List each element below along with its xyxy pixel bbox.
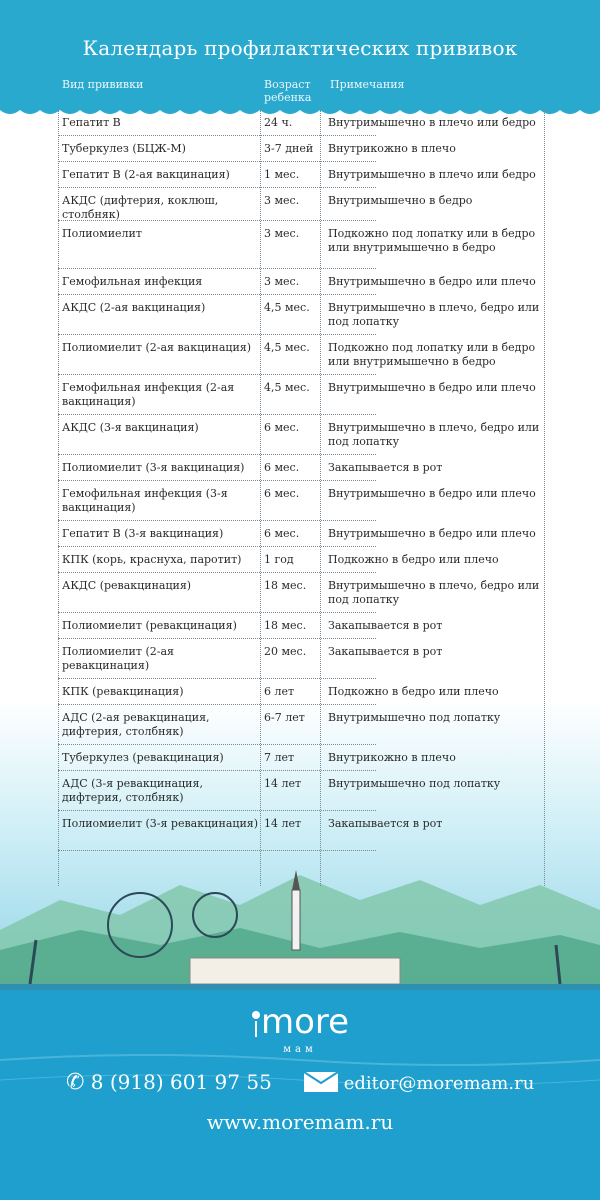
age-cell: 4,5 мес. — [264, 381, 310, 394]
age-cell: 6 мес. — [264, 487, 300, 500]
vaccine-cell: АКДС (2-ая вакцинация) — [62, 301, 206, 314]
column-header-age: Возраст ребенка — [264, 78, 312, 104]
vaccine-cell: КПК (ревакцинация) — [62, 685, 184, 698]
note-cell: Закапывается в рот — [328, 817, 443, 830]
note-cell: Внутримышечно в плечо, бедро или под лопатку — [328, 421, 540, 448]
age-cell: 4,5 мес. — [264, 341, 310, 354]
age-cell: 6 лет — [264, 685, 295, 698]
phone-icon: ✆ — [66, 1070, 85, 1095]
note-cell: Внутримышечно в бедро или плечо — [328, 275, 536, 288]
vaccine-cell: Полиомиелит (2-ая вакцинация) — [62, 341, 252, 354]
table-border-right — [544, 110, 545, 886]
vaccine-cell: Гепатит В — [62, 116, 121, 129]
email-contact[interactable] — [304, 1072, 534, 1094]
column-header-notes: Примечания — [330, 78, 405, 91]
age-cell: 3 мес. — [264, 194, 300, 207]
table-row — [58, 295, 540, 335]
table-row — [58, 573, 540, 613]
vaccine-cell: Туберкулез (БЦЖ-М) — [62, 142, 186, 155]
logo-text: more — [260, 1002, 350, 1042]
table-row — [58, 162, 536, 188]
note-cell: Закапывается в рот — [328, 461, 443, 474]
vaccine-cell: Полиомиелит — [62, 227, 142, 240]
envelope-icon — [304, 1072, 338, 1092]
vaccine-cell: АКДС (дифтерия, коклюш, столбняк) — [62, 194, 219, 221]
age-cell: 1 мес. — [264, 168, 300, 181]
table-row — [58, 455, 443, 481]
note-cell: Подкожно в бедро или плечо — [328, 685, 499, 698]
note-cell: Подкожно под лопатку или в бедро или внутримышечно в бедро — [328, 227, 536, 254]
vaccine-cell: Гемофильная инфекция (2-ая вакцинация) — [62, 381, 235, 408]
vaccine-cell: АДС (3-я ревакцинация, дифтерия, столбняк) — [62, 777, 203, 804]
age-cell: 14 лет — [264, 777, 302, 790]
age-cell: 20 мес. — [264, 645, 307, 658]
table-row — [58, 613, 443, 639]
age-cell: 6 мес. — [264, 461, 300, 474]
table-row — [58, 481, 536, 521]
age-cell: 1 год — [264, 553, 294, 566]
age-cell: 18 мес. — [264, 619, 307, 632]
note-cell: Внутримышечно в плечо, бедро или под лопатку — [328, 579, 540, 606]
table-row — [58, 415, 540, 455]
table-divider-1 — [260, 110, 261, 886]
column-header-vaccine: Вид прививки — [62, 78, 144, 91]
vaccine-cell: АКДС (3-я вакцинация) — [62, 421, 199, 434]
logo — [0, 1002, 600, 1042]
vaccine-cell: Туберкулез (ревакцинация) — [62, 751, 224, 764]
note-cell: Внутримышечно под лопатку — [328, 711, 501, 724]
note-cell: Закапывается в рот — [328, 619, 443, 632]
phone-number: 8 (918) 601 97 55 — [90, 1070, 272, 1094]
age-cell: 24 ч. — [264, 116, 293, 129]
table-row — [58, 679, 499, 705]
note-cell: Внутрикожно в плечо — [328, 142, 456, 155]
note-cell: Внутримышечно в плечо или бедро — [328, 116, 536, 129]
vaccine-cell: Гепатит В (2-ая вакцинация) — [62, 168, 230, 181]
website-link[interactable]: www.moremam.ru — [206, 1110, 394, 1134]
header-banner — [0, 0, 600, 110]
age-cell: 3 мес. — [264, 227, 300, 240]
vaccine-cell: Полиомиелит (3-я вакцинация) — [62, 461, 245, 474]
age-cell: 3-7 дней — [264, 142, 314, 155]
table-row — [58, 269, 536, 295]
table-row — [58, 639, 443, 679]
table-border-left — [58, 110, 59, 886]
table-row — [58, 547, 499, 573]
table-row — [58, 221, 536, 269]
note-cell: Закапывается в рот — [328, 645, 443, 658]
table-divider-2 — [320, 110, 321, 886]
note-cell: Внутримышечно в бедро или плечо — [328, 381, 536, 394]
vaccine-cell: Гемофильная инфекция (3-я вакцинация) — [62, 487, 228, 514]
vaccine-cell: Полиомиелит (ревакцинация) — [62, 619, 237, 632]
age-cell: 6 мес. — [264, 527, 300, 540]
logo-person-icon — [251, 1011, 261, 1037]
email-address: editor@moremam.ru — [343, 1073, 535, 1094]
note-cell: Внутрикожно в плечо — [328, 751, 456, 764]
note-cell: Внутримышечно в бедро или плечо — [328, 487, 536, 500]
vaccine-cell: АДС (2-ая ревакцинация, дифтерия, столбняк) — [62, 711, 210, 738]
age-cell: 4,5 мес. — [264, 301, 310, 314]
table-row — [58, 745, 456, 771]
table-row — [58, 811, 443, 851]
vaccine-cell: Гепатит В (3-я вакцинация) — [62, 527, 224, 540]
age-cell: 14 лет — [264, 817, 302, 830]
table-row — [58, 335, 536, 375]
vaccine-cell: Полиомиелит (2-ая ревакцинация) — [62, 645, 174, 672]
age-cell: 6 мес. — [264, 421, 300, 434]
vaccine-cell: КПК (корь, краснуха, паротит) — [62, 553, 242, 566]
note-cell: Внутримышечно в плечо или бедро — [328, 168, 536, 181]
table-row — [58, 521, 536, 547]
logo-subtext: мам — [283, 1044, 317, 1055]
table-row — [58, 705, 501, 745]
table-row — [58, 771, 501, 811]
table-row — [58, 188, 473, 221]
page-title: Календарь профилактических прививок — [82, 36, 518, 60]
age-cell: 3 мес. — [264, 275, 300, 288]
vaccine-cell: АКДС (ревакцинация) — [62, 579, 192, 592]
table-row — [58, 110, 536, 136]
vaccination-table — [58, 110, 540, 851]
phone-contact[interactable] — [66, 1070, 272, 1095]
note-cell: Внутримышечно в бедро — [328, 194, 473, 207]
age-cell: 7 лет — [264, 751, 295, 764]
note-cell: Внутримышечно в бедро или плечо — [328, 527, 536, 540]
note-cell: Подкожно в бедро или плечо — [328, 553, 499, 566]
note-cell: Подкожно под лопатку или в бедро или внутримышечно в бедро — [328, 341, 536, 368]
vaccine-cell: Гемофильная инфекция — [62, 275, 203, 288]
table-row — [58, 375, 536, 415]
age-cell: 6-7 лет — [264, 711, 305, 724]
vaccine-cell: Полиомиелит (3-я ревакцинация) — [62, 817, 259, 830]
age-cell: 18 мес. — [264, 579, 307, 592]
table-row — [58, 136, 456, 162]
note-cell: Внутримышечно под лопатку — [328, 777, 501, 790]
note-cell: Внутримышечно в плечо, бедро или под лопатку — [328, 301, 540, 328]
